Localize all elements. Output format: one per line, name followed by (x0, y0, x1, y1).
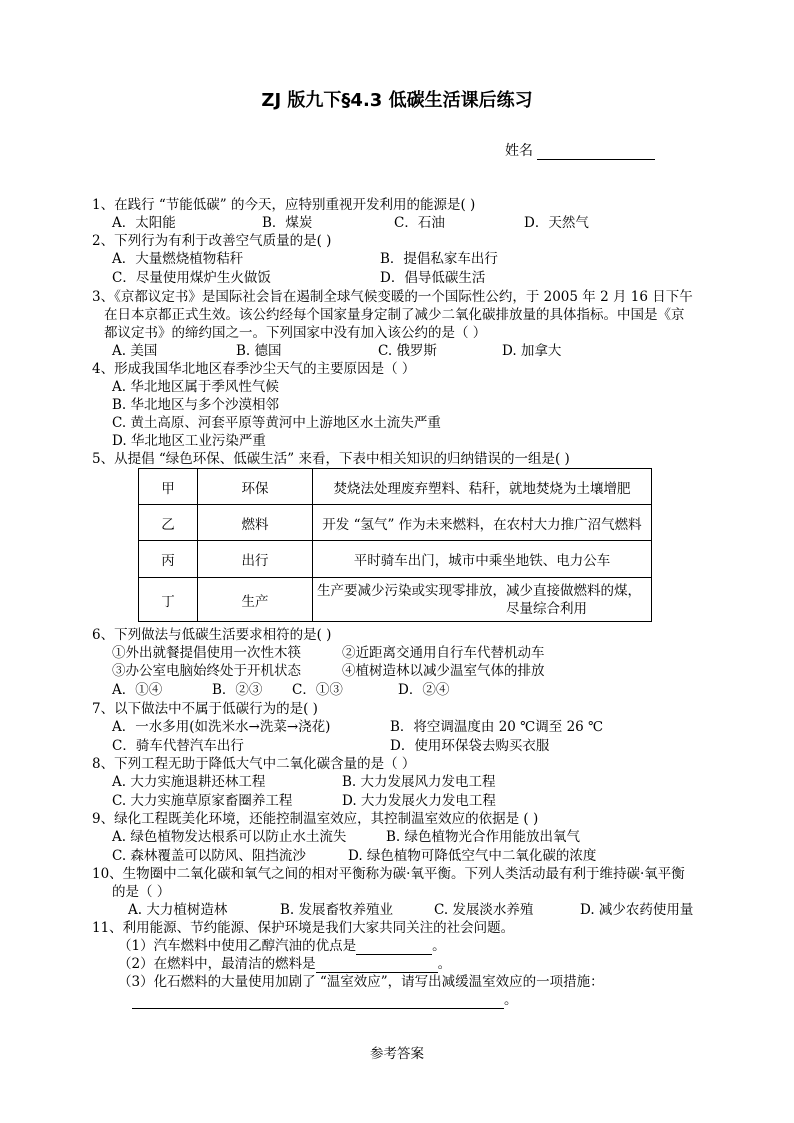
name-field (505, 140, 655, 160)
q6-option-d: D．②④ (398, 682, 450, 698)
q7-option-c: C．骑车代替汽车出行 (112, 738, 244, 754)
q9-stem: 9、绿化工程既美化环境，还能控制温室效应，其控制温室效应的依据是 ( ) (92, 811, 539, 827)
q11-sub-2 (118, 955, 451, 973)
q10-line-1: 10、生物圈中二氧化碳和氧气之间的相对平衡称为碳·氧平衡。下列人类活动最有利于维持碳·氧平衡 (92, 866, 685, 882)
q7-option-a: A．一水多用(如洗米水→洗菜→浇花) (112, 719, 331, 735)
q6-option-a: A．①④ (112, 682, 163, 698)
q7-option-b: B．将空调温度由 20 ℃调至 26 ℃ (390, 719, 604, 735)
q4-option-c: C. 黄土高原、河套平原等黄河中上游地区水土流失严重 (112, 415, 441, 431)
table-cell: 平时骑车出门，城市中乘坐地铁、电力公车 (313, 541, 652, 578)
q3-line-2: 在日本京都正式生效。该公约经每个国家量身定制了减少二氧化碳排放量的具体指标。中国是《京 (104, 307, 685, 323)
q11-sub-1-text: （1）汽车燃料中使用乙醇汽油的优点是 (118, 938, 357, 954)
q10-line-2: 的是（ ） (112, 884, 171, 900)
q5-table (138, 468, 652, 622)
q10-option-d: D. 减少农药使用量 (580, 902, 694, 918)
q10-option-b: B. 发展畜牧养殖业 (280, 902, 394, 918)
q6-item-1: ①外出就餐提倡使用一次性木筷 (112, 645, 301, 661)
q9-option-d: D. 绿色植物可降低空气中二氧化碳的浓度 (348, 848, 597, 864)
q3-line-3: 都议定书》的缔约国之一。下列国家中没有加入该公约的是（ ） (104, 325, 487, 341)
table-cell: 焚烧法处理废弃塑料、秸秆，就地焚烧为土壤增肥 (313, 469, 652, 505)
q11-sub-2-blank[interactable] (316, 958, 438, 973)
q11-sub-1 (118, 937, 446, 955)
q4-option-d: D. 华北地区工业污染严重 (112, 433, 266, 449)
table-cell: 丙 (139, 541, 198, 578)
q9-option-a: A. 绿色植物发达根系可以防止水土流失 (112, 829, 347, 845)
q6-stem: 6、下列做法与低碳生活要求相符的是( ) (92, 627, 332, 643)
q7-option-d: D．使用环保袋去购买衣服 (390, 738, 550, 754)
q6-option-b: B．②③ (212, 682, 263, 698)
table-row (139, 578, 652, 622)
table-cell: 出行 (198, 541, 313, 578)
q10-option-c: C. 发展淡水养殖 (434, 902, 534, 918)
q2-option-b: B．提倡私家车出行 (380, 251, 498, 267)
q6-item-4: ④植树造林以减少温室气体的排放 (342, 663, 545, 679)
q1-option-d: D．天然气 (524, 215, 589, 231)
q8-option-a: A. 大力实施退耕还林工程 (112, 774, 266, 790)
q11-sub-3: （3）化石燃料的大量使用加剧了 “温室效应”，请写出减缓温室效应的一项措施： (118, 974, 604, 990)
q9-option-c: C. 森林覆盖可以防风、阻挡流沙 (112, 848, 306, 864)
page-title: ZJ 版九下§4.3 低碳生活课后练习 (261, 90, 533, 111)
q9-option-b: B. 绿色植物光合作用能放出氧气 (386, 829, 581, 845)
q3-option-d: D. 加拿大 (502, 343, 562, 359)
table-cell: 开发 “氢气” 作为未来燃料，在农村大力推广沼气燃料 (313, 505, 652, 541)
q3-option-c: C. 俄罗斯 (378, 343, 437, 359)
q2-option-a: A．大量燃烧植物秸秆 (112, 251, 244, 267)
q8-option-b: B. 大力发展风力发电工程 (342, 774, 496, 790)
name-label: 姓名 (505, 143, 533, 159)
q2-option-d: D．倡导低碳生活 (380, 270, 486, 286)
table-cell: 环保 (198, 469, 313, 505)
q6-item-2: ②近距离交通用自行车代替机动车 (342, 645, 545, 661)
table-cell: 燃料 (198, 505, 313, 541)
table-cell: 甲 (139, 469, 198, 505)
q8-option-c: C. 大力实施草原家畜圈养工程 (112, 793, 293, 809)
q11-sub-1-blank[interactable] (356, 940, 432, 955)
q11-sub-3-end: 。 (504, 992, 518, 1008)
answer-key-heading: 参考答案 (370, 1046, 424, 1062)
q11-stem: 11、利用能源、节约能源、保护环境是我们大家共同关注的社会问题。 (92, 920, 515, 936)
q11-sub-3-blank[interactable] (132, 994, 504, 1009)
table-cell: 生产 (198, 578, 313, 622)
q8-option-d: D. 大力发展火力发电工程 (342, 793, 496, 809)
table-cell (313, 578, 652, 622)
q3-option-b: B. 德国 (236, 343, 282, 359)
q6-option-c: C．①③ (292, 682, 343, 698)
q4-stem: 4、形成我国华北地区春季沙尘天气的主要原因是（ ） (92, 361, 416, 377)
table-cell-line: 生产要减少污染或实现零排放，减少直接做燃料的煤， (317, 582, 641, 599)
table-cell: 丁 (139, 578, 198, 622)
q11-sub-2-text: （2）在燃料中，最清洁的燃料是 (118, 956, 316, 972)
q3-option-a: A. 美国 (112, 343, 158, 359)
table-row (139, 469, 652, 505)
table-row (139, 505, 652, 541)
q1-option-c: C．石油 (394, 215, 445, 231)
q6-item-3: ③办公室电脑始终处于开机状态 (112, 663, 301, 679)
q5-stem: 5、从提倡 “绿色环保、低碳生活” 来看，下表中相关知识的归纳错误的一组是( ) (92, 451, 570, 467)
table-row (139, 541, 652, 578)
name-blank[interactable] (537, 145, 655, 160)
q11-sub-2-end: 。 (437, 956, 452, 972)
q4-option-a: A. 华北地区属于季风性气候 (112, 379, 279, 395)
q1-option-a: A．太阳能 (112, 215, 176, 231)
q11-sub-3-answer (132, 991, 518, 1009)
q10-option-a: A. 大力植树造林 (128, 902, 228, 918)
table-cell: 乙 (139, 505, 198, 541)
q3-line-1: 3、《京都议定书》是国际社会旨在遏制全球气候变暖的一个国际性公约，于 2005 年 2 月 16 日下午 (92, 289, 693, 305)
q8-stem: 8、下列工程无助于降低大气中二氧化碳含量的是（ ） (92, 756, 416, 772)
q1-stem: 1、在践行 “节能低碳” 的今天，应特别重视开发利用的能源是( ) (92, 197, 476, 213)
q4-option-b: B. 华北地区与多个沙漠相邻 (112, 397, 280, 413)
q1-option-b: B．煤炭 (262, 215, 313, 231)
q7-stem: 7、以下做法中不属于低碳行为的是( ) (92, 701, 318, 717)
table-cell-line: 尽量综合利用 (506, 600, 587, 617)
q2-option-c: C．尽量使用煤炉生火做饭 (112, 270, 271, 286)
q2-stem: 2、下列行为有利于改善空气质量的是( ) (92, 233, 332, 249)
q11-sub-1-end: 。 (432, 938, 446, 954)
